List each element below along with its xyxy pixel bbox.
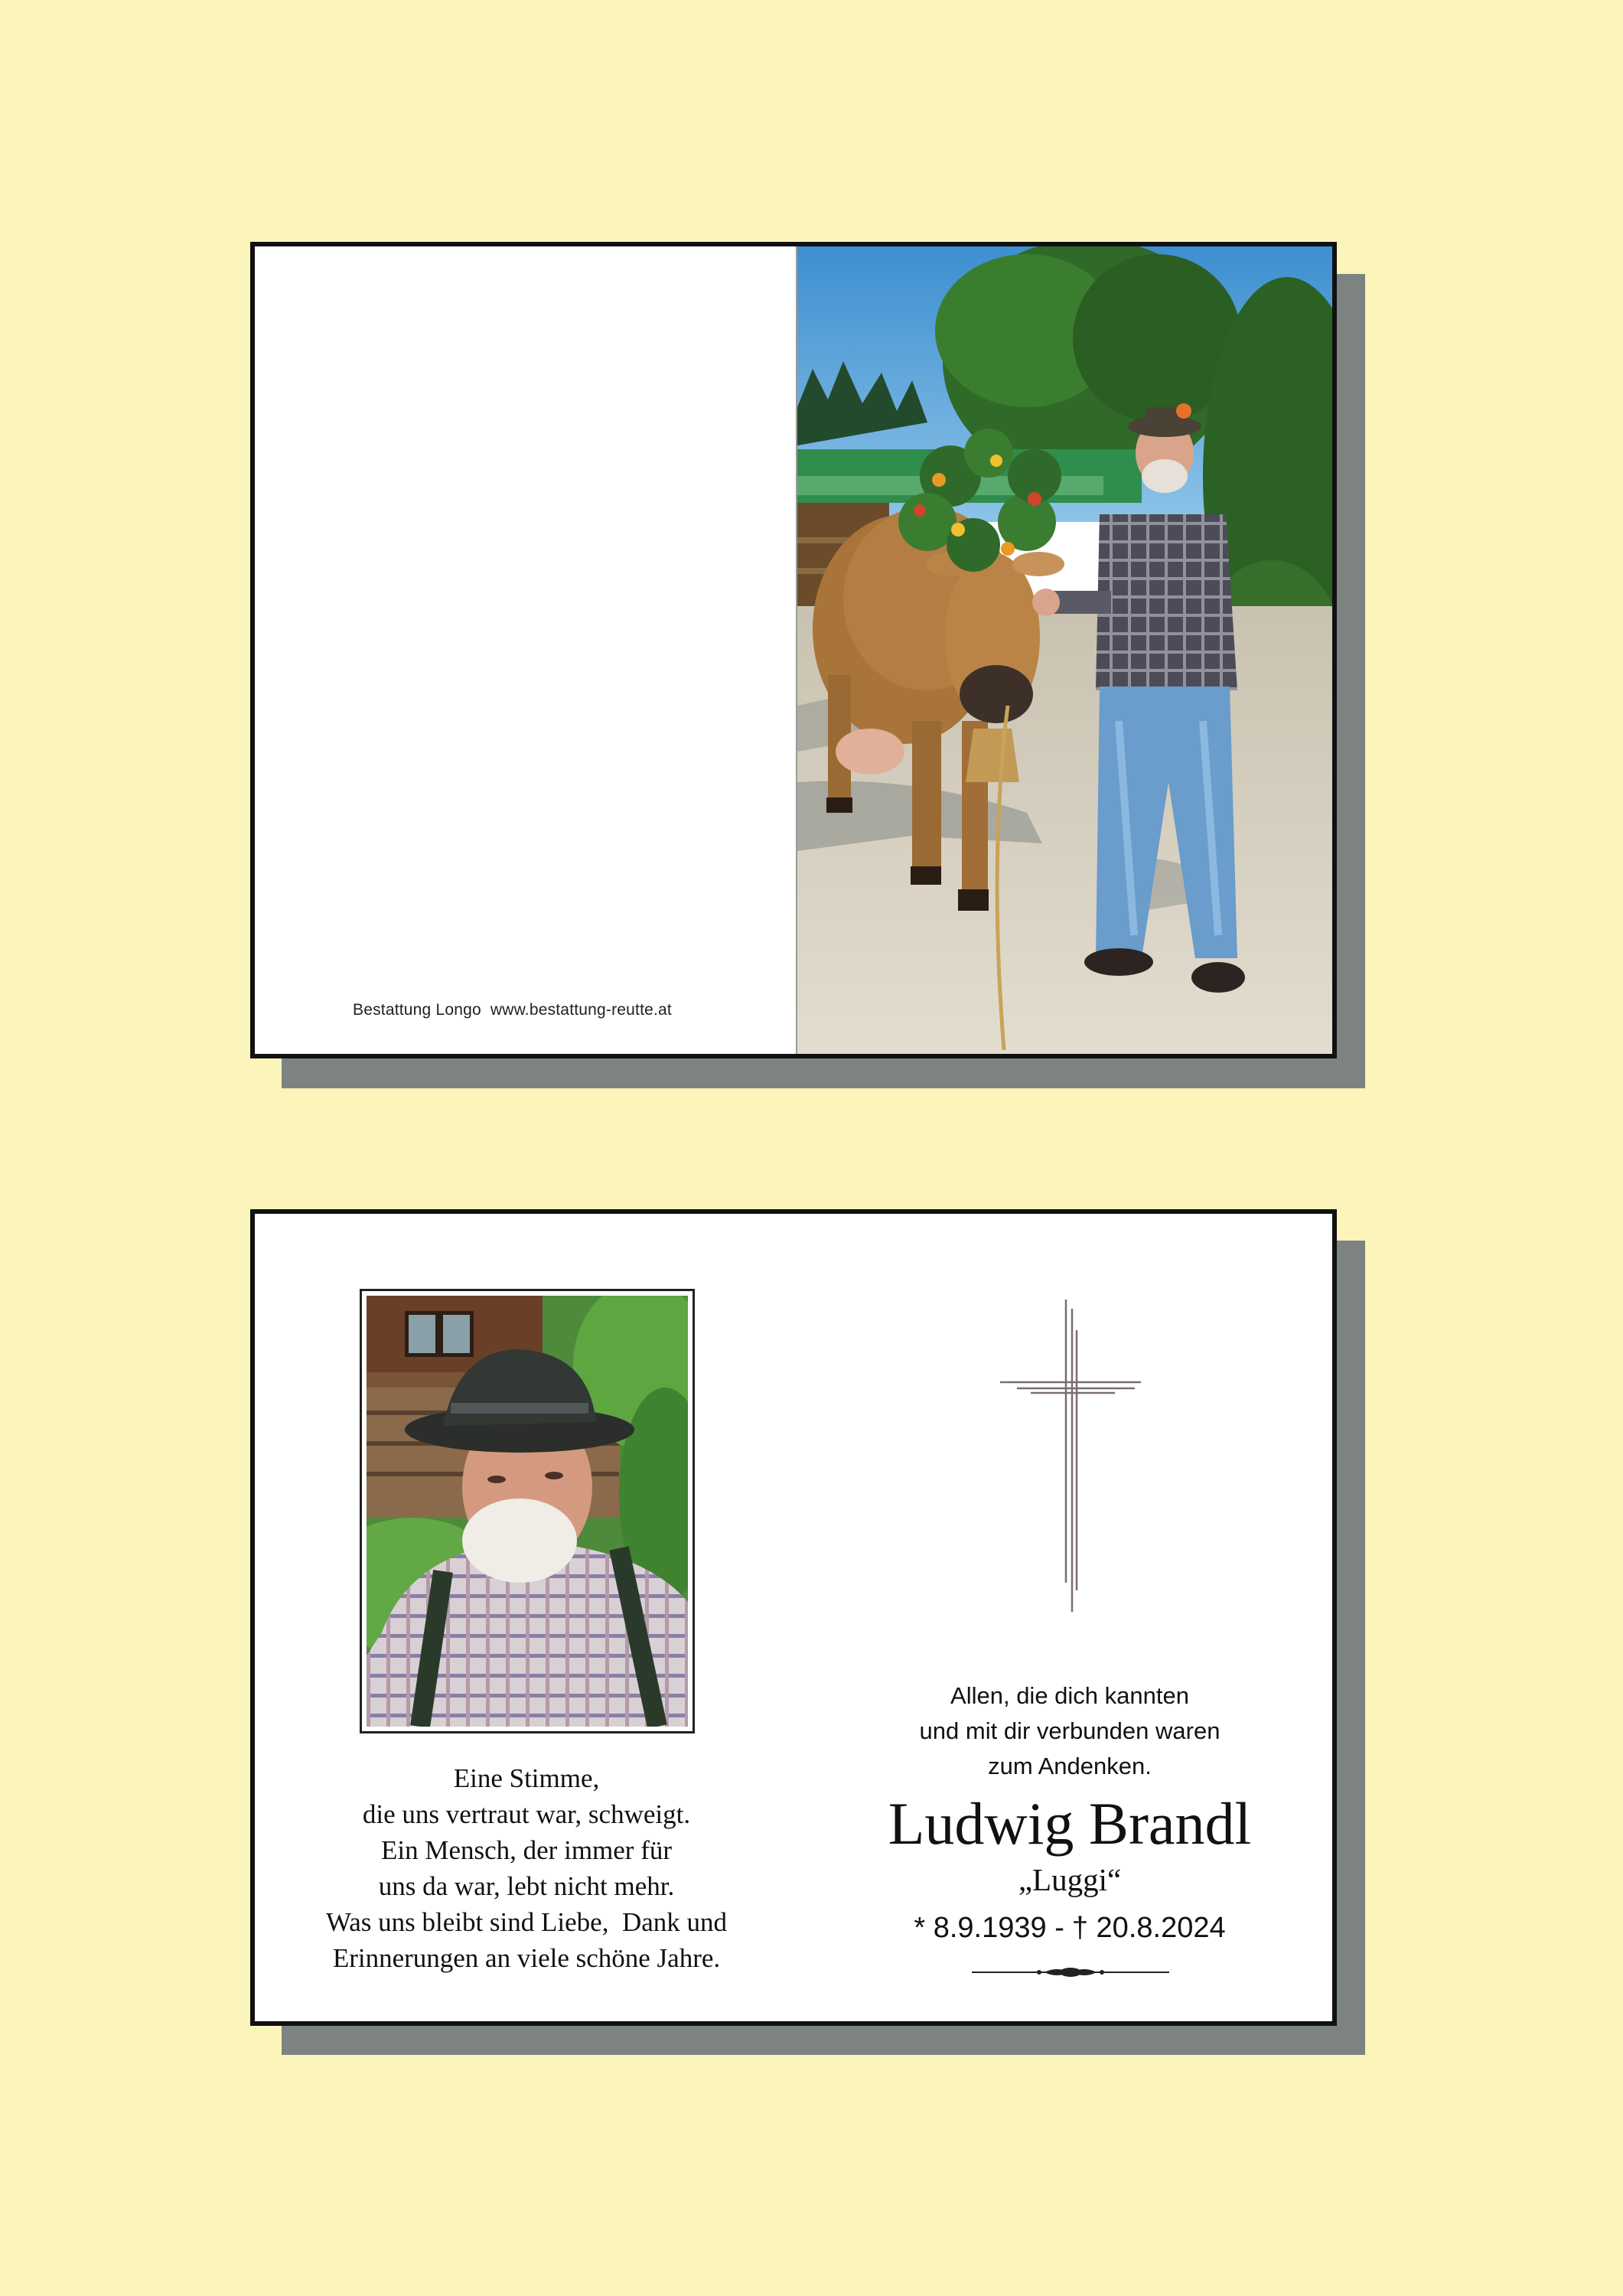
flourish-divider-icon — [972, 1964, 1169, 1981]
funeral-home-name: Bestattung Longo — [353, 1001, 481, 1019]
dedication-line: zum Andenken. — [988, 1753, 1152, 1779]
poem-line: Ein Mensch, der immer für — [380, 1835, 673, 1865]
poem-line: uns da war, lebt nicht mehr. — [378, 1871, 675, 1901]
cross-icon — [1000, 1300, 1141, 1612]
life-dates — [852, 1909, 1288, 1947]
funeral-home-url[interactable]: www.bestattung-reutte.at — [490, 1001, 672, 1019]
card-front — [250, 242, 1337, 1058]
card-inside — [250, 1209, 1337, 2026]
poem-line: Erinnerungen an viele schöne Jahre. — [332, 1943, 721, 1973]
poem-line: Eine Stimme, — [453, 1763, 600, 1793]
photo-man-with-cow — [797, 246, 1332, 1054]
deceased-nickname: „Luggi“ — [1018, 1862, 1122, 1897]
poem-line: Was uns bleibt sind Liebe, Dank und — [325, 1907, 728, 1937]
dedication-line: und mit dir verbunden waren — [919, 1717, 1221, 1744]
dedication-line: Allen, die dich kannten — [950, 1682, 1189, 1709]
portrait-photo — [367, 1296, 688, 1727]
birth-date: * 8.9.1939 - — [914, 1912, 1064, 1944]
poem-line: die uns vertraut war, schweigt. — [362, 1799, 691, 1829]
portrait-frame — [360, 1289, 695, 1733]
dedication-text — [867, 1678, 1273, 1784]
memorial-poem — [285, 1760, 768, 1976]
funeral-home-credit — [353, 1001, 672, 1019]
deceased-name: Ludwig Brandl — [888, 1790, 1252, 1857]
death-date: † 20.8.2024 — [1071, 1912, 1226, 1944]
